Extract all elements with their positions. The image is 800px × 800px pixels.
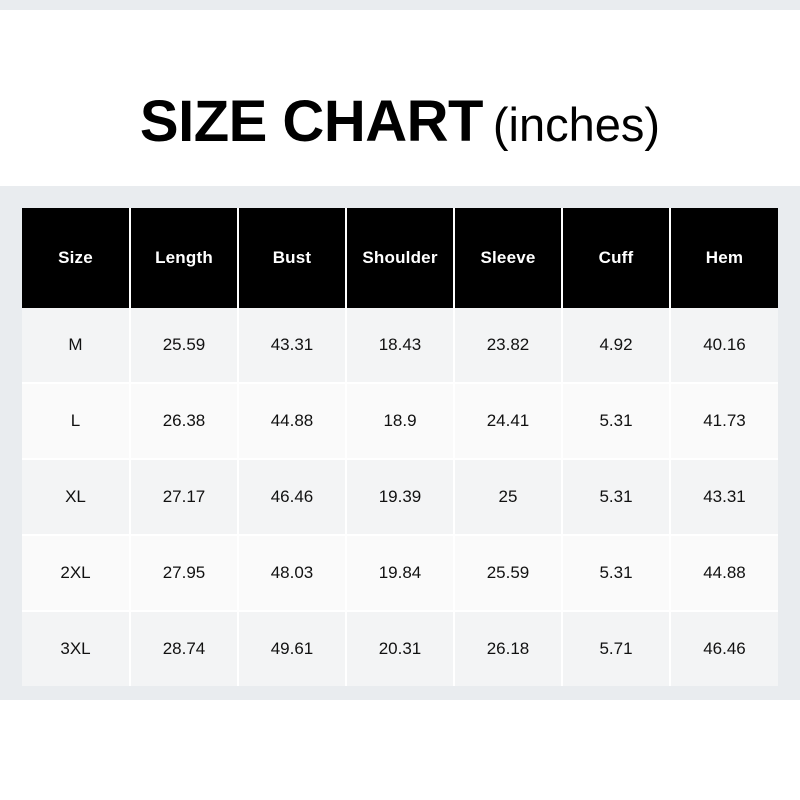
- table-row: [22, 308, 778, 383]
- cell-shoulder: 18.43: [346, 308, 454, 383]
- cell-sleeve: 25: [454, 459, 562, 535]
- cell-bust: 46.46: [238, 459, 346, 535]
- cell-cuff: 5.31: [562, 383, 670, 459]
- table-body: [22, 308, 778, 686]
- cell-shoulder: 20.31: [346, 611, 454, 686]
- cell-cuff: 4.92: [562, 308, 670, 383]
- cell-bust: 43.31: [238, 308, 346, 383]
- page-title-unit: (inches): [492, 98, 661, 151]
- table-row: [22, 459, 778, 535]
- column-header-sleeve: Sleeve: [454, 208, 562, 308]
- cell-length: 28.74: [130, 611, 238, 686]
- cell-hem: 46.46: [670, 611, 778, 686]
- table-row: [22, 383, 778, 459]
- column-header-size: Size: [22, 208, 130, 308]
- table-row: [22, 535, 778, 611]
- cell-cuff: 5.31: [562, 459, 670, 535]
- table-header-row: [22, 208, 778, 308]
- cell-sleeve: 26.18: [454, 611, 562, 686]
- page-title: [0, 88, 800, 155]
- cell-bust: 44.88: [238, 383, 346, 459]
- size-chart-table: [22, 208, 778, 686]
- top-border-band: [0, 0, 800, 10]
- bottom-border-band: [0, 792, 800, 800]
- column-header-shoulder: Shoulder: [346, 208, 454, 308]
- cell-length: 26.38: [130, 383, 238, 459]
- cell-length: 27.95: [130, 535, 238, 611]
- cell-hem: 41.73: [670, 383, 778, 459]
- cell-sleeve: 24.41: [454, 383, 562, 459]
- cell-length: 25.59: [130, 308, 238, 383]
- cell-bust: 49.61: [238, 611, 346, 686]
- cell-size: XL: [22, 459, 130, 535]
- cell-sleeve: 25.59: [454, 535, 562, 611]
- cell-bust: 48.03: [238, 535, 346, 611]
- cell-sleeve: 23.82: [454, 308, 562, 383]
- cell-hem: 40.16: [670, 308, 778, 383]
- cell-shoulder: 19.84: [346, 535, 454, 611]
- cell-hem: 44.88: [670, 535, 778, 611]
- cell-cuff: 5.71: [562, 611, 670, 686]
- cell-length: 27.17: [130, 459, 238, 535]
- column-header-cuff: Cuff: [562, 208, 670, 308]
- cell-shoulder: 18.9: [346, 383, 454, 459]
- cell-size: L: [22, 383, 130, 459]
- column-header-length: Length: [130, 208, 238, 308]
- cell-size: 2XL: [22, 535, 130, 611]
- column-header-bust: Bust: [238, 208, 346, 308]
- cell-size: M: [22, 308, 130, 383]
- column-header-hem: Hem: [670, 208, 778, 308]
- cell-shoulder: 19.39: [346, 459, 454, 535]
- cell-hem: 43.31: [670, 459, 778, 535]
- cell-cuff: 5.31: [562, 535, 670, 611]
- page-title-main: SIZE CHART: [139, 89, 483, 154]
- left-border-band: [0, 186, 22, 700]
- cell-size: 3XL: [22, 611, 130, 686]
- right-border-band: [778, 186, 800, 700]
- table-header: [22, 208, 778, 308]
- table-top-border-band: [0, 186, 800, 208]
- table-row: [22, 611, 778, 686]
